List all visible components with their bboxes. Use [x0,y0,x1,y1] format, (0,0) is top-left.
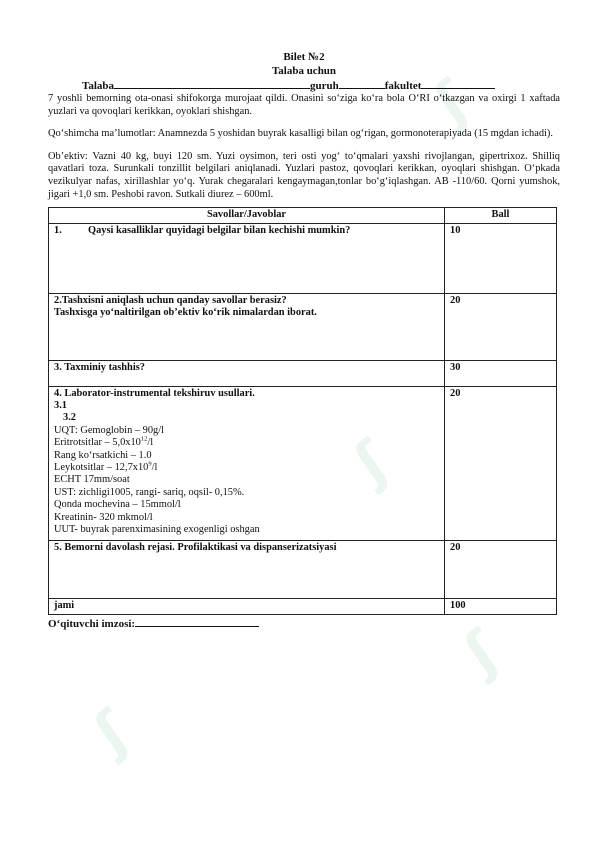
signature-blank[interactable] [135,616,259,627]
table-row [49,360,557,386]
signature-label: O‘qituvchi imzosi: [48,617,136,630]
lab-mochevina: Qonda mochevina – 15mmol/l [54,499,181,511]
ticket-title: Bilet №2 [283,51,325,63]
signature-line [48,616,560,630]
student-label: Talaba [82,80,115,92]
total-label: jami [49,599,445,614]
lab-echt: ECHT 17mm/soat [54,474,130,486]
ball-5: 20 [445,541,557,599]
case-paragraph-3: Ob’ektiv: Vazni 40 kg, buyi 120 sm. Yuzi oysimon, teri osti yog‘ to‘qmalari yaxshi rivojlangan, gipertrixoz. Shilliq qavatlari toza. Surunkali tonzillit belgilari aniqlanadi. Yuzlari pastoz, qovoqlari kerikkan, oyoqlari shishgan. O‘pkada vezikulyar nafas, xirillashlar yo‘q. Yurak chegaralari kengaymagan,tonlar bo‘g‘iqlashgan. AB -110/60. Qorni yumshok, jigari +1,0 sm. Peshobi ravon. Sutkali diurez – 600ml. [48,150,560,200]
lab-leykotsitlar: Leykotsitlar – $12,7x10^9/l$ [54,460,158,473]
ticket-subtitle: Talaba uchun [271,65,337,77]
table-row [49,293,557,360]
table-row [49,386,557,541]
watermark-logo: ʃ [453,619,510,686]
student-info-line [48,78,560,93]
group-blank[interactable] [339,78,385,89]
total-ball: 100 [445,599,557,614]
faculty-blank[interactable] [421,78,495,89]
header-questions: Savollar/Javoblar [49,208,445,223]
question-2: 2.Tashxisni aniqlash uchun qanday savollar berasiz? Tashxisga yo‘naltirilgan ob’ektiv ko‘rik nimalardan iborat. [49,293,445,360]
table-header-row [49,208,557,223]
question-3: 3. Taxminiy tashhis? [49,360,445,386]
watermark-logo: ʃ [423,69,480,136]
question-5: 5. Bemorni davolash rejasi. Profilaktikasi va dispanserizatsiyasi [49,541,445,599]
ball-3: 30 [445,360,557,386]
case-paragraph-2: Qo‘shimcha ma’lumotlar: Anamnezda 5 yoshidan buyrak kasalligi bilan og‘rigan, gormonoterapiyada (15 mgdan ichadi). [48,128,553,140]
lab-uut: UUT- buyrak parenximasining exogenligi oshgan [54,524,260,536]
lab-ust: UST: zichligi1005, rangi- sariq, oqsil- 0,15%. [54,486,245,498]
watermark-logo: ʃ [343,429,400,496]
lab-rang: Rang ko‘rsatkichi – 1.0 [54,449,152,461]
student-name-blank[interactable] [114,78,310,89]
faculty-label: fakultet [384,80,422,92]
ball-1: 10 [445,223,557,293]
lab-kreatinin: Kreatinin- 320 mkmol/l [54,511,153,523]
lab-eritrotsitlar: Eritrotsitlar – $5,0x10^{12}/l$ [54,435,154,449]
question-1: 1. Qaysi kasalliklar quyidagi belgilar bilan kechishi mumkin? [49,223,445,293]
table-row [49,541,557,599]
table-total-row [49,599,557,614]
document-page [48,50,560,630]
ball-4: 20 [445,386,557,541]
question-4: 4. Laborator-instrumental tekshiruv usullari. 3.1 3.2 UQT: Gemoglobin – 90g/l Eritrotsitlar – $5,0x10^{12}/l$ Rang ko‘rsatkichi – 1.0 Leykotsitlar – $12,7x10^9/l$ ECHT 17mm/soat UST: zichligi1005, rangi- sariq, oqsil- 0,15%. Qonda mochevina – 15mmol/l Kreatinin- 320 mkmol/l UUT- buyrak parenximasining exogenligi oshgan [49,386,445,541]
header-ball: Ball [445,208,557,223]
table-row [49,223,557,293]
group-label: guruh [310,80,339,92]
watermark-logo: ʃ [83,699,140,766]
ball-2: 20 [445,293,557,360]
questions-table [48,207,557,615]
lab-uqt: UQT: Gemoglobin – 90g/l [54,424,165,436]
case-paragraph-1: 7 yoshli bemorning ota-onasi shifokorga murojaat qildi. Onasini so‘ziga ko‘ra bola O‘RI o‘tkazgan va oxirgi 1 xaftada yuzlari va qovoqlari kerikkan, oyoklari shishgan. [48,93,560,117]
